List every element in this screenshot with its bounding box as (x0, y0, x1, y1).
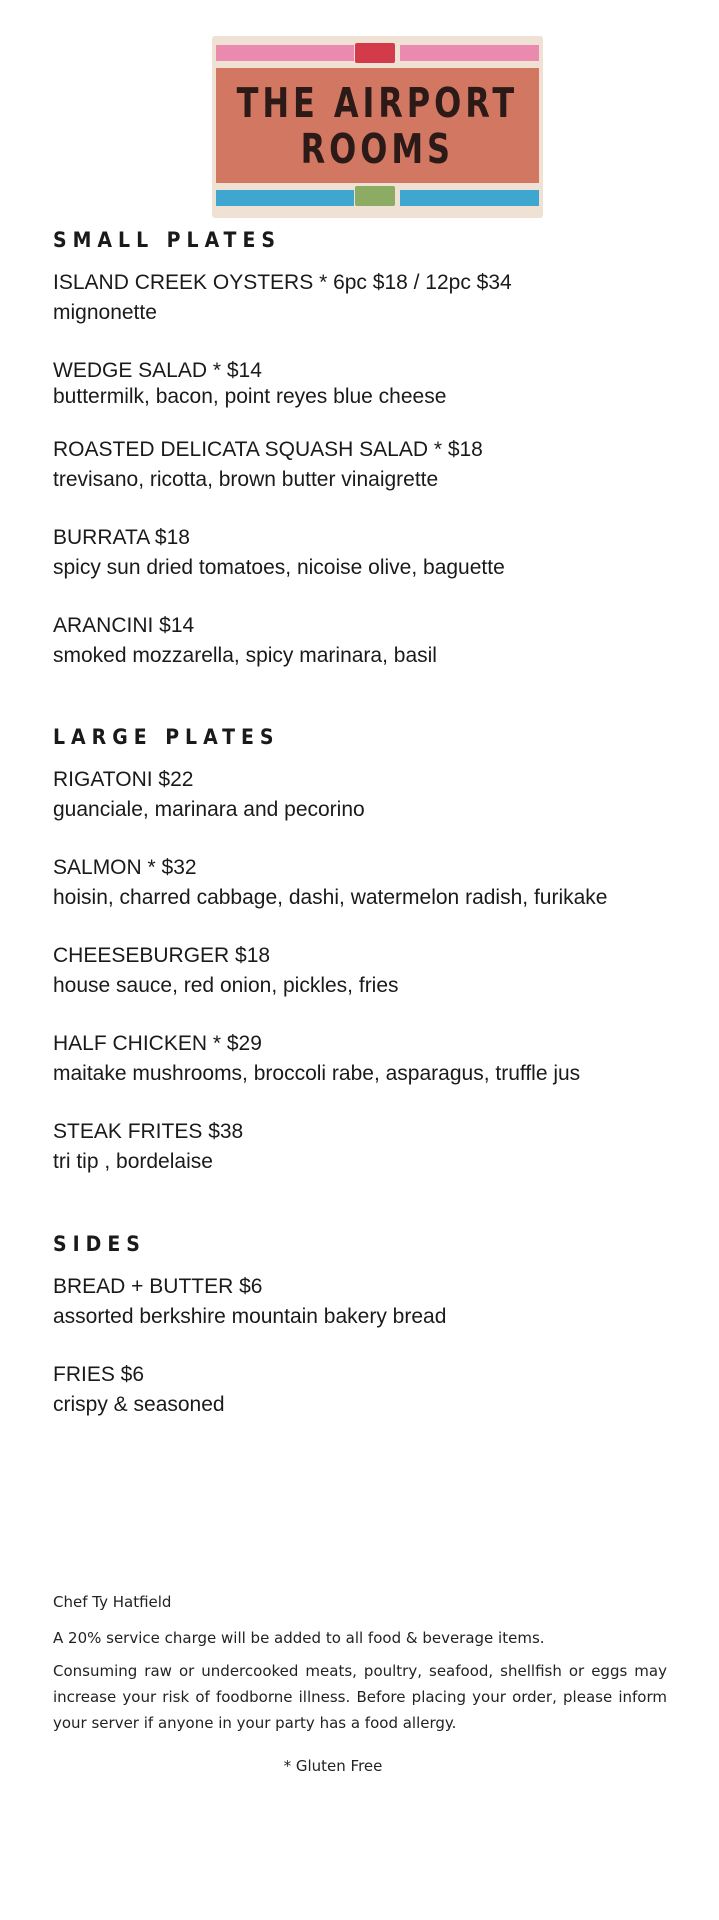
restaurant-logo (212, 36, 543, 218)
menu-item (53, 1119, 243, 1175)
menu-item-name: ARANCINI $14 (53, 614, 195, 637)
menu-item (53, 613, 437, 669)
logo-blue-stripe-left (216, 190, 354, 206)
menu-item-description: mignonette (53, 301, 157, 324)
menu-item (53, 1274, 446, 1330)
menu-item-description: hoisin, charred cabbage, dashi, watermelon radish, furikake (53, 886, 608, 909)
menu-item (53, 767, 365, 823)
logo-pink-stripe-right (400, 45, 539, 61)
menu-item (53, 943, 399, 999)
menu-item (53, 437, 483, 493)
menu-item (53, 270, 512, 326)
menu-item (53, 855, 607, 911)
menu-item-name: BURRATA $18 (53, 526, 190, 549)
logo-green-block (355, 186, 395, 206)
logo-line-1: THE AIRPORT (236, 78, 519, 127)
section-title-small-plates: SMALL PLATES (53, 228, 281, 252)
menu-item-name: SALMON * $32 (53, 856, 197, 879)
menu-item-name: ISLAND CREEK OYSTERS * 6pc $18 / 12pc $34 (53, 271, 512, 294)
menu-item-description: smoked mozzarella, spicy marinara, basil (53, 644, 437, 667)
section-title-sides: SIDES (53, 1232, 146, 1256)
service-charge-note: A 20% service charge will be added to all food & beverage items. (53, 1629, 545, 1647)
food-safety-warning: Consuming raw or undercooked meats, poultry, seafood, shellfish or eggs may increase your risk of foodborne illness. Before placing your order, please inform your server if anyone in your party has a food allergy. (53, 1662, 667, 1732)
menu-item-description: trevisano, ricotta, brown butter vinaigrette (53, 468, 439, 491)
menu-item-description: assorted berkshire mountain bakery bread (53, 1305, 447, 1328)
logo-red-block (355, 43, 395, 63)
menu-item (53, 525, 505, 581)
gluten-free-note: * Gluten Free (283, 1757, 383, 1775)
menu-item-description: spicy sun dried tomatoes, nicoise olive, baguette (53, 556, 505, 579)
menu-item-description: tri tip , bordelaise (53, 1150, 213, 1173)
menu-item-name: RIGATONI $22 (53, 768, 194, 791)
section-title-large-plates: LARGE PLATES (53, 725, 280, 749)
menu-item-name: CHEESEBURGER $18 (53, 944, 271, 967)
menu-item-description: crispy & seasoned (53, 1393, 225, 1416)
menu-item-description: buttermilk, bacon, point reyes blue cheese (53, 385, 447, 408)
menu-item-name: WEDGE SALAD * $14 (53, 359, 262, 382)
menu-item (53, 358, 446, 410)
menu-item-description: guanciale, marinara and pecorino (53, 798, 365, 821)
menu-item-name: STEAK FRITES $38 (53, 1120, 244, 1143)
menu-item-description: maitake mushrooms, broccoli rabe, asparagus, truffle jus (53, 1062, 581, 1085)
menu-item-name: ROASTED DELICATA SQUASH SALAD * $18 (53, 438, 483, 461)
chef-name: Chef Ty Hatfield (53, 1593, 172, 1611)
menu-item-description: house sauce, red onion, pickles, fries (53, 974, 399, 997)
menu-item-name: FRIES $6 (53, 1363, 145, 1386)
menu-item-name: BREAD + BUTTER $6 (53, 1275, 263, 1298)
logo-blue-stripe-right (400, 190, 539, 206)
menu-item-name: HALF CHICKEN * $29 (53, 1032, 262, 1055)
menu-item (53, 1362, 225, 1418)
logo-pink-stripe-left (216, 45, 354, 61)
menu-item (53, 1031, 580, 1087)
logo-panel (216, 68, 539, 183)
logo-line-2: ROOMS (300, 124, 455, 173)
